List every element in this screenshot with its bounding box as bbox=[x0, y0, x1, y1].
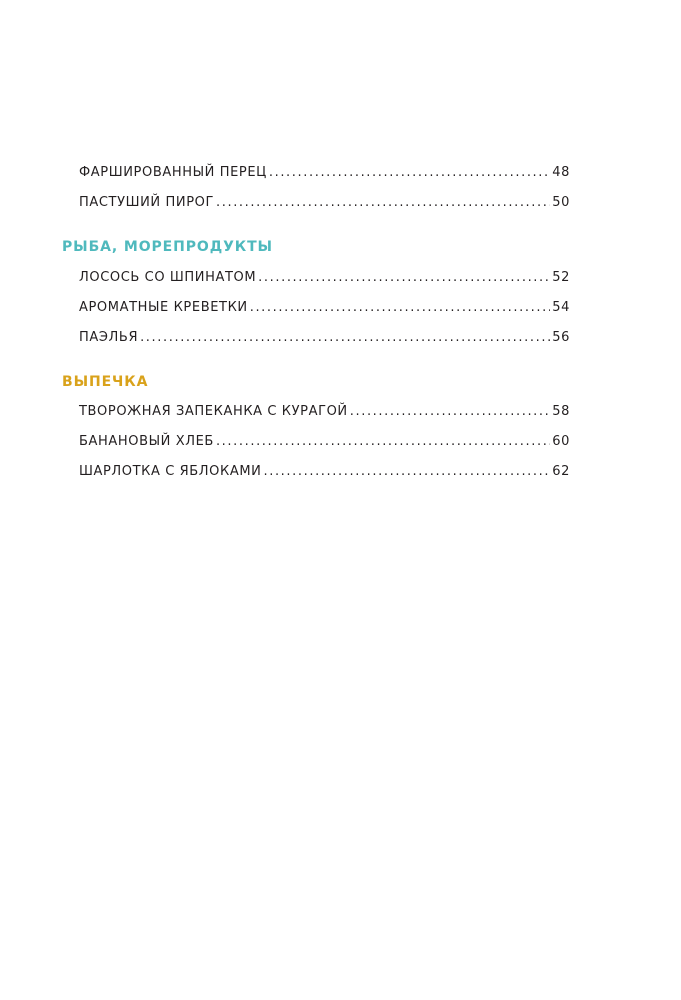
toc-entry-page: 50 bbox=[552, 195, 570, 210]
dot-leader bbox=[216, 434, 550, 450]
dot-leader bbox=[216, 195, 550, 211]
toc-entry bbox=[79, 330, 570, 346]
toc-entry bbox=[79, 165, 570, 181]
toc-entry-page: 52 bbox=[552, 270, 570, 285]
toc-entry bbox=[79, 404, 570, 420]
toc-entry-page: 62 bbox=[552, 464, 570, 479]
dot-leader bbox=[258, 270, 550, 286]
toc-entry-title: БАНАНОВЫЙ ХЛЕБ bbox=[79, 434, 214, 449]
toc-entry bbox=[79, 434, 570, 450]
toc-entry-title: ТВОРОЖНАЯ ЗАПЕКАНКА С КУРАГОЙ bbox=[79, 404, 348, 419]
toc-entry-page: 56 bbox=[552, 330, 570, 345]
toc-entry bbox=[79, 300, 570, 316]
dot-leader bbox=[140, 330, 550, 346]
toc-entry bbox=[79, 195, 570, 211]
toc-entry-title: ЛОСОСЬ СО ШПИНАТОМ bbox=[79, 270, 257, 285]
toc-entry-title: ШАРЛОТКА С ЯБЛОКАМИ bbox=[79, 464, 262, 479]
toc-entry-title: ФАРШИРОВАННЫЙ ПЕРЕЦ bbox=[79, 165, 267, 180]
toc-entry-title: АРОМАТНЫЕ КРЕВЕТКИ bbox=[79, 300, 248, 315]
dot-leader bbox=[269, 165, 550, 181]
toc-entry-page: 60 bbox=[552, 434, 570, 449]
toc-entry-title: ПАСТУШИЙ ПИРОГ bbox=[79, 195, 214, 210]
dot-leader bbox=[250, 300, 551, 316]
section-heading-fish-seafood: РЫБА, МОРЕПРОДУКТЫ bbox=[62, 239, 273, 255]
toc-entry-page: 48 bbox=[552, 165, 570, 180]
dot-leader bbox=[263, 464, 550, 480]
toc-entry bbox=[79, 270, 570, 286]
dot-leader bbox=[350, 404, 551, 420]
toc-entry-page: 54 bbox=[552, 300, 570, 315]
section-heading-baking: ВЫПЕЧКА bbox=[62, 374, 149, 390]
toc-entry-page: 58 bbox=[552, 404, 570, 419]
toc-entry-title: ПАЭЛЬЯ bbox=[79, 330, 139, 345]
toc-entry bbox=[79, 464, 570, 480]
